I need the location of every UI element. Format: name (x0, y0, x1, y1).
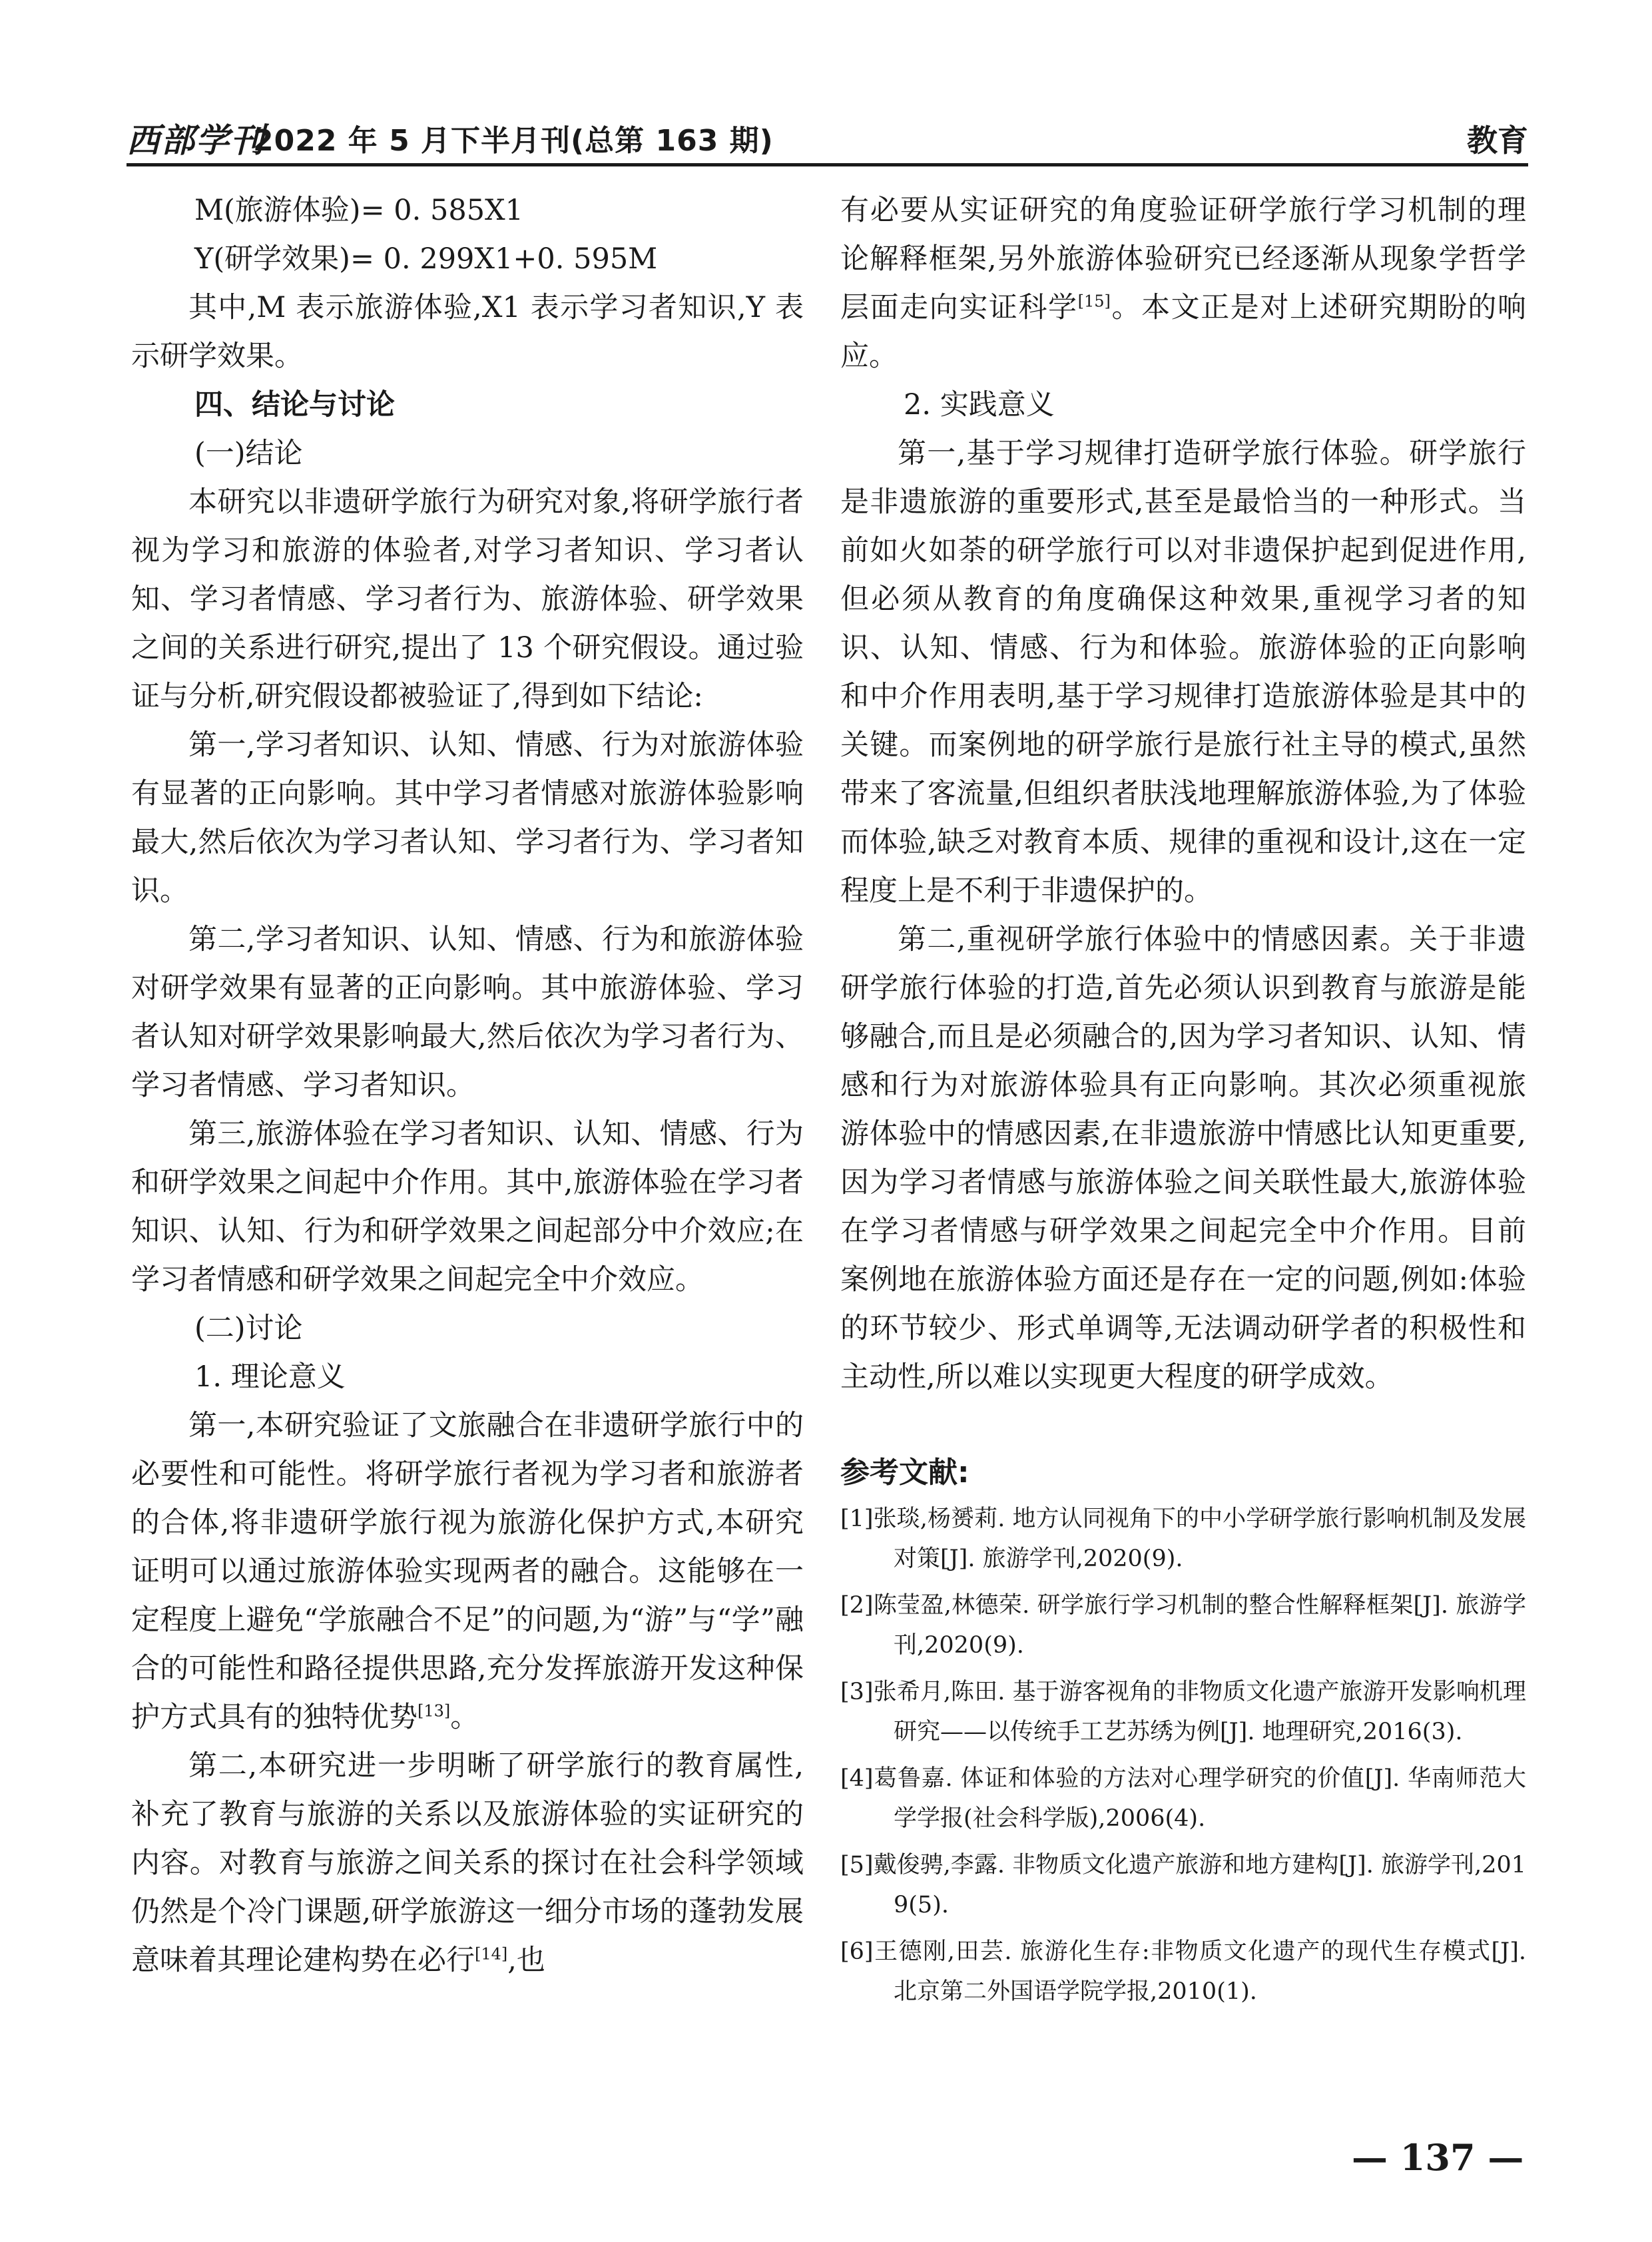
right-column (840, 186, 1526, 2018)
page-number: — 137 — (1352, 2136, 1524, 2179)
subheading-conclusion: (一)结论 (194, 437, 303, 470)
equation-y: Y(研学效果)= 0. 299X1+0. 595M (194, 242, 658, 276)
reference-item: [1]张琰,杨赟莉. 地方认同视角下的中小学研学旅行影响机制及发展对策[J]. 旅游学刊,2020(9). (840, 1506, 1526, 1572)
left-column (131, 186, 804, 1985)
paragraph-theory-2-text: 第二,本研究进一步明晰了研学旅行的教育属性,补充了教育与旅游的关系以及旅游体验的实证研究的内容。对教育与旅游之间关系的探讨在社会科学领域仍然是个冷门课题,研学旅游这一细分市场的蓬勃发展意味着其理论建构势在必行 (131, 1749, 804, 1977)
issue-info: 2022 年 5 月下半月刊(总第 163 期) (253, 124, 774, 158)
references-heading: 参考文献: (840, 1456, 969, 1490)
paragraph-theory-2 (131, 1742, 804, 1985)
citation-15[interactable]: [15] (1077, 292, 1111, 311)
reference-item: [5]戴俊骋,李露. 非物质文化遗产旅游和地方建构[J]. 旅游学刊,2019(5). (840, 1852, 1526, 1918)
paragraph-theory-1 (131, 1402, 804, 1742)
references-list (840, 1499, 1526, 2012)
paragraph-conclusion-1: 第一,学习者知识、认知、情感、行为对旅游体验有显著的正向影响。其中学习者情感对旅游体验影响最大,然后依次为学习者认知、学习者行为、学习者知识。 (131, 728, 804, 908)
paragraph-continued-end: 。本文正是对上述研究期盼的响应。 (840, 291, 1527, 373)
subheading-discussion: (二)讨论 (194, 1312, 303, 1345)
section-tag: 教育 (1467, 123, 1528, 158)
paragraph-theory-1-end: 。 (450, 1701, 479, 1734)
paragraph-conclusion-2: 第二,学习者知识、认知、情感、行为和旅游体验对研学效果有显著的正向影响。其中旅游体验、学习者认知对研学效果影响最大,然后依次为学习者行为、学习者情感、学习者知识。 (131, 923, 804, 1102)
paragraph-definition: 其中,M 表示旅游体验,X1 表示学习者知识,Y 表示研学效果。 (131, 291, 804, 373)
subheading-practice: 2. 实践意义 (904, 388, 1055, 421)
paragraph-practice-1: 第一,基于学习规律打造研学旅行体验。研学旅行是非遗旅游的重要形式,甚至是最恰当的一种形式。当前如火如荼的研学旅行可以对非遗保护起到促进作用,但必须从教育的角度确保这种效果,重视学习者的知识、认知、情感、行为和体验。旅游体验的正向影响和中介作用表明,基于学习规律打造旅游体验是其中的关键。而案例地的研学旅行是旅行社主导的模式,虽然带来了客流量,但组织者肤浅地理解旅游体验,为了体验而体验,缺乏对教育本质、规律的重视和设计,这在一定程度上是不利于非遗保护的。 (840, 437, 1526, 908)
subheading-theory: 1. 理论意义 (194, 1360, 346, 1394)
reference-item: [3]张希月,陈田. 基于游客视角的非物质文化遗产旅游开发影响机理研究——以传统手工艺苏绣为例[J]. 地理研究,2016(3). (840, 1679, 1526, 1745)
reference-item: [4]葛鲁嘉. 体证和体验的方法对心理学研究的价值[J]. 华南师范大学学报(社会科学版),2006(4). (840, 1765, 1526, 1832)
paragraph-continued-text: 有必要从实证研究的角度验证研学旅行学习机制的理论解释框架,另外旅游体验研究已经逐渐从现象学哲学层面走向实证科学 (840, 194, 1526, 324)
citation-14[interactable]: [14] (475, 1944, 508, 1964)
paragraph-continued (840, 186, 1526, 381)
paragraph-theory-1-text: 第一,本研究验证了文旅融合在非遗研学旅行中的必要性和可能性。将研学旅行者视为学习者和旅游者的合体,将非遗研学旅行视为旅游化保护方式,本研究证明可以通过旅游体验实现两者的融合。这能够在一定程度上避免“学旅融合不足”的问题,为“游”与“学”融合的可能性和路径提供思路,充分发挥旅游开发这种保护方式具有的独特优势 (131, 1409, 804, 1734)
paragraph-practice-2: 第二,重视研学旅行体验中的情感因素。关于非遗研学旅行体验的打造,首先必须认识到教育与旅游是能够融合,而且是必须融合的,因为学习者知识、认知、情感和行为对旅游体验具有正向影响。其次必须重视旅游体验中的情感因素,在非遗旅游中情感比认知更重要,因为学习者情感与旅游体验之间关联性最大,旅游体验在学习者情感与研学效果之间起完全中介作用。目前案例地在旅游体验方面还是存在一定的问题,例如:体验的环节较少、形式单调等,无法调动研学者的积极性和主动性,所以难以实现更大程度的研学成效。 (840, 923, 1526, 1394)
section-heading-conclusion-discussion: 四、结论与讨论 (194, 388, 395, 421)
citation-13[interactable]: [13] (417, 1701, 451, 1721)
equation-m: M(旅游体验)= 0. 585X1 (194, 194, 524, 227)
paragraph-theory-2-end: ,也 (507, 1944, 545, 1977)
paragraph-intro: 本研究以非遗研学旅行为研究对象,将研学旅行者视为学习和旅游的体验者,对学习者知识、学习者认知、学习者情感、学习者行为、旅游体验、研学效果之间的关系进行研究,提出了 13 个研究假设。通过验证与分析,研究假设都被验证了,得到如下结论: (131, 485, 804, 713)
reference-item: [2]陈莹盈,林德荣. 研学旅行学习机制的整合性解释框架[J]. 旅游学刊,2020(9). (840, 1592, 1526, 1659)
reference-item: [6]王德刚,田芸. 旅游化生存:非物质文化遗产的现代生存模式[J]. 北京第二外国语学院学报,2010(1). (840, 1938, 1526, 2005)
paragraph-conclusion-3: 第三,旅游体验在学习者知识、认知、情感、行为和研学效果之间起中介作用。其中,旅游体验在学习者知识、认知、行为和研学效果之间起部分中介效应;在学习者情感和研学效果之间起完全中介效应。 (131, 1117, 804, 1296)
page-header (127, 110, 1528, 166)
journal-logo: 西部学刊 (127, 121, 265, 160)
